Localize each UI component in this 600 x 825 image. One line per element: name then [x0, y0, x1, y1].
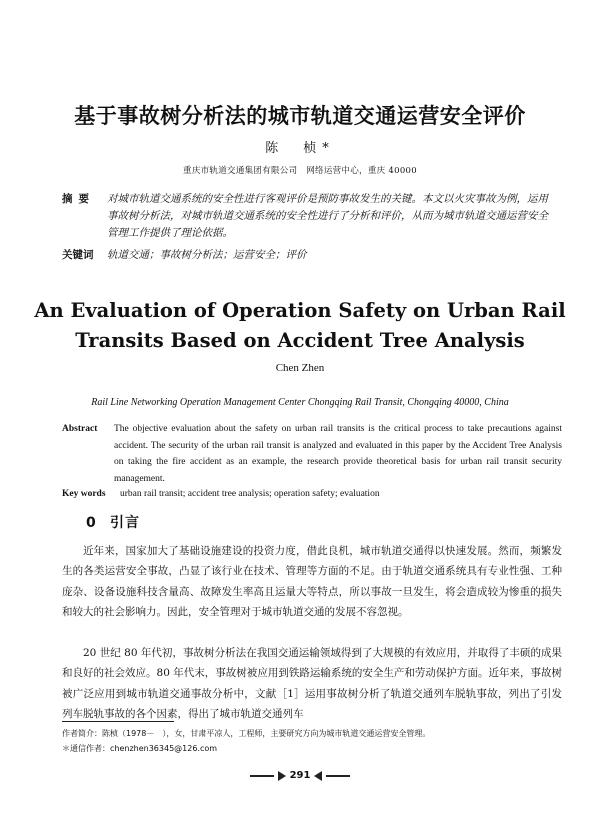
page-number-right-arrow — [314, 771, 322, 781]
page-number-left-rule — [250, 775, 274, 777]
section-number: 0 — [86, 515, 97, 531]
english-title — [0, 296, 600, 356]
english-keywords-text: urban rail transit; accident tree analysis; operation safety; evaluation — [120, 489, 380, 499]
english-keywords-label: Key words — [62, 489, 106, 499]
english-abstract-label: Abstract — [62, 424, 98, 434]
chinese-abstract-text: 对城市轨道交通系统的安全性进行客观评价是预防事故发生的关键。本文以火灾事故为例，运用事故树分析法，对城市轨道交通系统的安全性进行了分析和评价，从而为城市轨道交通运营安全管理工作提供了理论依据。 — [107, 193, 548, 239]
paragraph-1-text: 近年来，国家加大了基础设施建设的投资力度，借此良机，城市轨道交通得以快速发展。然而，频繁发生的各类运营安全事故，凸显了该行业在技术、管理等方面的不足。由于轨道交通系统具有专业性强、工种庞杂、设备设施科技含量高、故障发生率高且运量大等特点，所以事故一旦发生，将会造成较为惨重的损失和较大的社会影响力。因此，安全管理对于城市轨道交通的发展不容忽视。 — [62, 545, 562, 619]
english-keywords — [62, 486, 562, 503]
paragraph-1 — [62, 541, 562, 623]
chinese-keywords — [62, 247, 562, 264]
footnote-author-bio: 作者简介：陈桢（1978－ ），女，甘肃平凉人，工程师，主要研究方向为城市轨道交通运营安全管理。 — [62, 729, 431, 738]
english-title-line2: Transits Based on Accident Tree Analysis — [75, 329, 525, 352]
paragraph-2 — [62, 643, 562, 725]
section-heading — [86, 512, 140, 532]
english-abstract-text: The objective evaluation about the safety on urban rail transits is the critical process to take precautions against accident. The security of the urban rail transit is analyzed and evaluated in this paper by the Accident Tree Analysis on taking the fire accident as an example, the research provide theoretical basis for urban rail transit security management. — [114, 424, 562, 484]
english-author: Chen Zhen — [275, 362, 325, 374]
chinese-title: 基于事故树分析法的城市轨道交通运营安全评价 — [74, 104, 526, 128]
chinese-author: 陈 桢* — [265, 141, 335, 156]
chinese-abstract — [62, 191, 562, 242]
footnote-corresponding: ＊通信作者：chenzhen36345@126.com — [62, 744, 218, 753]
english-title-line1: An Evaluation of Operation Safety on Urban Rail — [34, 299, 566, 322]
paragraph-2-text: 20 世纪 80 年代初，事故树分析法在我国交通运输领域得到了大规模的有效应用，并取得了丰硕的成果和良好的社会效应。80 年代末，事故树被应用到铁路运输系统的安全生产和劳动保护方面。近年来，事故树被广泛应用到城市轨道交通事故分析中，文献［1］运用事故树分析了轨道交通列车脱轨事故，列出了引发列车脱轨事故的各个因素，得出了城市轨道交通列车 — [62, 647, 562, 721]
chinese-abstract-label: 摘要 — [62, 193, 95, 205]
footnote-divider — [62, 721, 174, 722]
page-number-right-rule — [326, 775, 350, 777]
chinese-affiliation: 重庆市轨道交通集团有限公司 网络运营中心，重庆 40000 — [183, 166, 417, 176]
page-number-left-arrow — [278, 771, 286, 781]
english-abstract — [62, 421, 562, 487]
page-number — [0, 770, 600, 782]
chinese-keywords-text: 轨道交通；事故树分析法；运营安全；评价 — [107, 249, 307, 261]
section-title: 引言 — [110, 515, 140, 531]
chinese-keywords-label: 关键词 — [62, 249, 94, 261]
page-number-text: 291 — [289, 770, 311, 781]
english-affiliation: Rail Line Networking Operation Management Center Chongqing Rail Transit, Chongqing 40000, China — [91, 397, 509, 408]
